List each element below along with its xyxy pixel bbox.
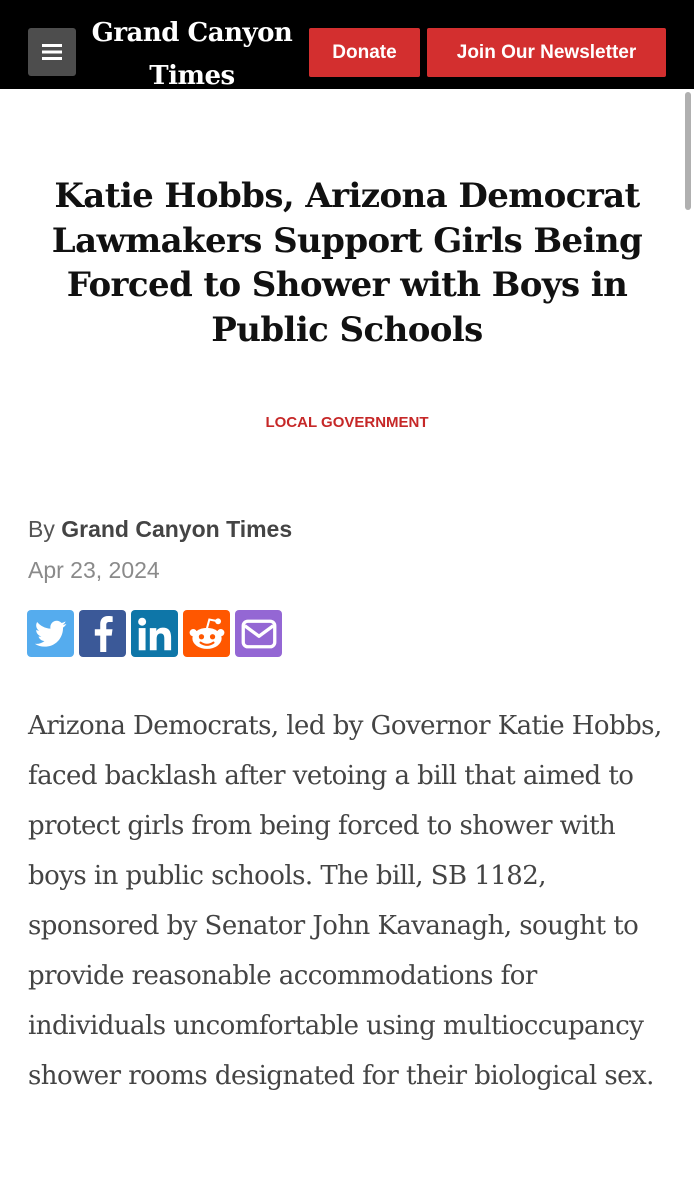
site-logo[interactable] bbox=[84, 12, 300, 98]
publish-date: Apr 23, 2024 bbox=[28, 557, 160, 583]
author-link[interactable]: Grand Canyon Times bbox=[61, 516, 293, 542]
site-name-line1: Grand Canyon bbox=[91, 18, 293, 48]
top-navigation-bar bbox=[0, 0, 694, 89]
email-icon bbox=[241, 619, 277, 649]
donate-button[interactable]: Donate bbox=[309, 28, 420, 77]
byline bbox=[28, 516, 292, 543]
twitter-icon bbox=[35, 620, 67, 648]
scrollbar-thumb[interactable] bbox=[685, 92, 691, 210]
share-facebook-button[interactable] bbox=[79, 610, 126, 657]
share-linkedin-button[interactable] bbox=[131, 610, 178, 657]
share-twitter-button[interactable] bbox=[27, 610, 74, 657]
share-buttons bbox=[27, 610, 282, 657]
byline-prefix: By bbox=[28, 516, 55, 542]
share-reddit-button[interactable] bbox=[183, 610, 230, 657]
linkedin-icon bbox=[137, 617, 173, 651]
site-name-line2: Times bbox=[149, 61, 235, 91]
facebook-icon bbox=[92, 616, 114, 652]
article-body: Arizona Democrats, led by Governor Katie Hobbs, faced backlash after vetoing a bill that aimed to protect girls from being forced to shower with boys in public schools. The bill, SB 1182, sponsored by Senator John Kavanagh, sought to provide reasonable accommodations for individuals uncomfortable using multioccupancy shower rooms designated for their biological sex. bbox=[28, 711, 662, 1091]
category-link[interactable]: LOCAL GOVERNMENT bbox=[265, 414, 429, 431]
share-email-button[interactable] bbox=[235, 610, 282, 657]
article-title: Katie Hobbs, Arizona Democrat Lawmakers Support Girls Being Forced to Shower with Boys in Public Schools bbox=[51, 176, 643, 350]
newsletter-button[interactable]: Join Our Newsletter bbox=[427, 28, 666, 77]
menu-button[interactable] bbox=[28, 28, 76, 76]
reddit-icon bbox=[188, 617, 226, 651]
hamburger-menu-icon bbox=[42, 43, 62, 61]
